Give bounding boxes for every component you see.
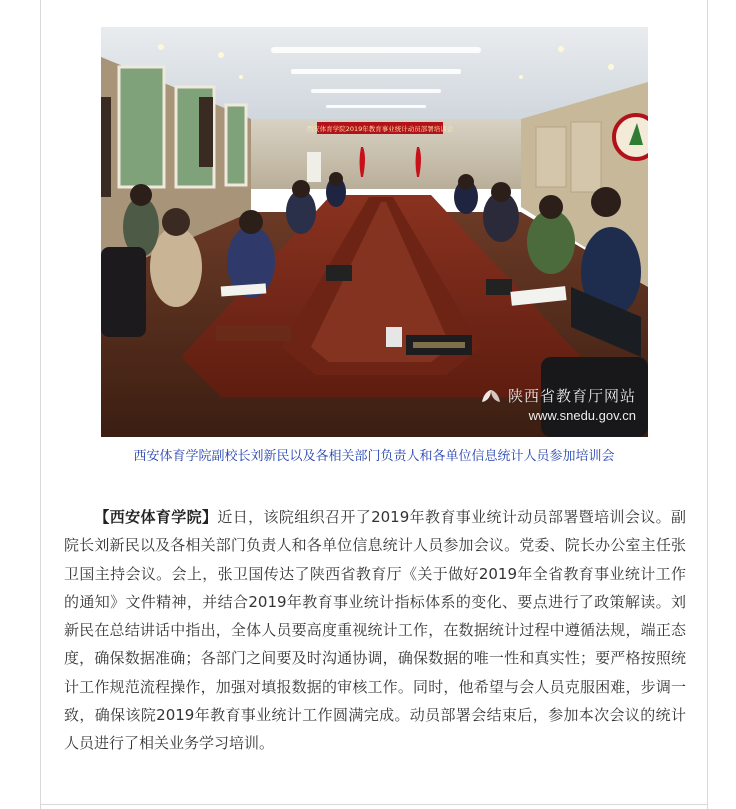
news-photo: [101, 27, 648, 437]
bottom-border: [40, 804, 708, 805]
left-border: [40, 0, 41, 809]
article-body: [64, 503, 686, 758]
watermark-title: 陕西省教育厅网站: [507, 387, 636, 405]
svg-text:西安体育学院2019年教育事业统计动员部署培训会: 西安体育学院2019年教育事业统计动员部署培训会: [306, 125, 454, 133]
right-border: [707, 0, 708, 809]
leaf-watermark-icon: [480, 388, 502, 404]
photo-caption: 西安体育学院副校长刘新民以及各相关部门负责人和各单位信息统计人员参加培训会: [133, 449, 615, 464]
org-tag: 【西安体育学院】: [94, 508, 218, 526]
watermark-url: www.snedu.gov.cn: [528, 408, 636, 423]
article-text: 近日，该院组织召开了2019年教育事业统计动员部署暨培训会议。副院长刘新民以及各相关部门负责人和各单位信息统计人员参加会议。党委、院长办公室主任张卫国主持会议。会上，张卫国传达了陕西省教育厅《关于做好2019年全省教育事业统计工作的通知》文件精神，并结合2019年教育事业统计指标体系的变化、要点进行了政策解读。刘新民在总结讲话中指出，全体人员要高度重视统计工作，在数据统计过程中遵循法规，端正态度，确保数据准确；各部门之间要及时沟通协调，确保数据的唯一性和真实性；要严格按照统计工作规范流程操作，加强对填报数据的审核工作。同时，他希望与会人员克服困难，步调一致，确保该院2019年教育事业统计工作圆满完成。动员部署会结束后，参加本次会议的统计人员进行了相关业务学习培训。: [64, 508, 686, 753]
site-watermark: [480, 385, 636, 423]
leaf-logo-icon: [614, 115, 648, 159]
